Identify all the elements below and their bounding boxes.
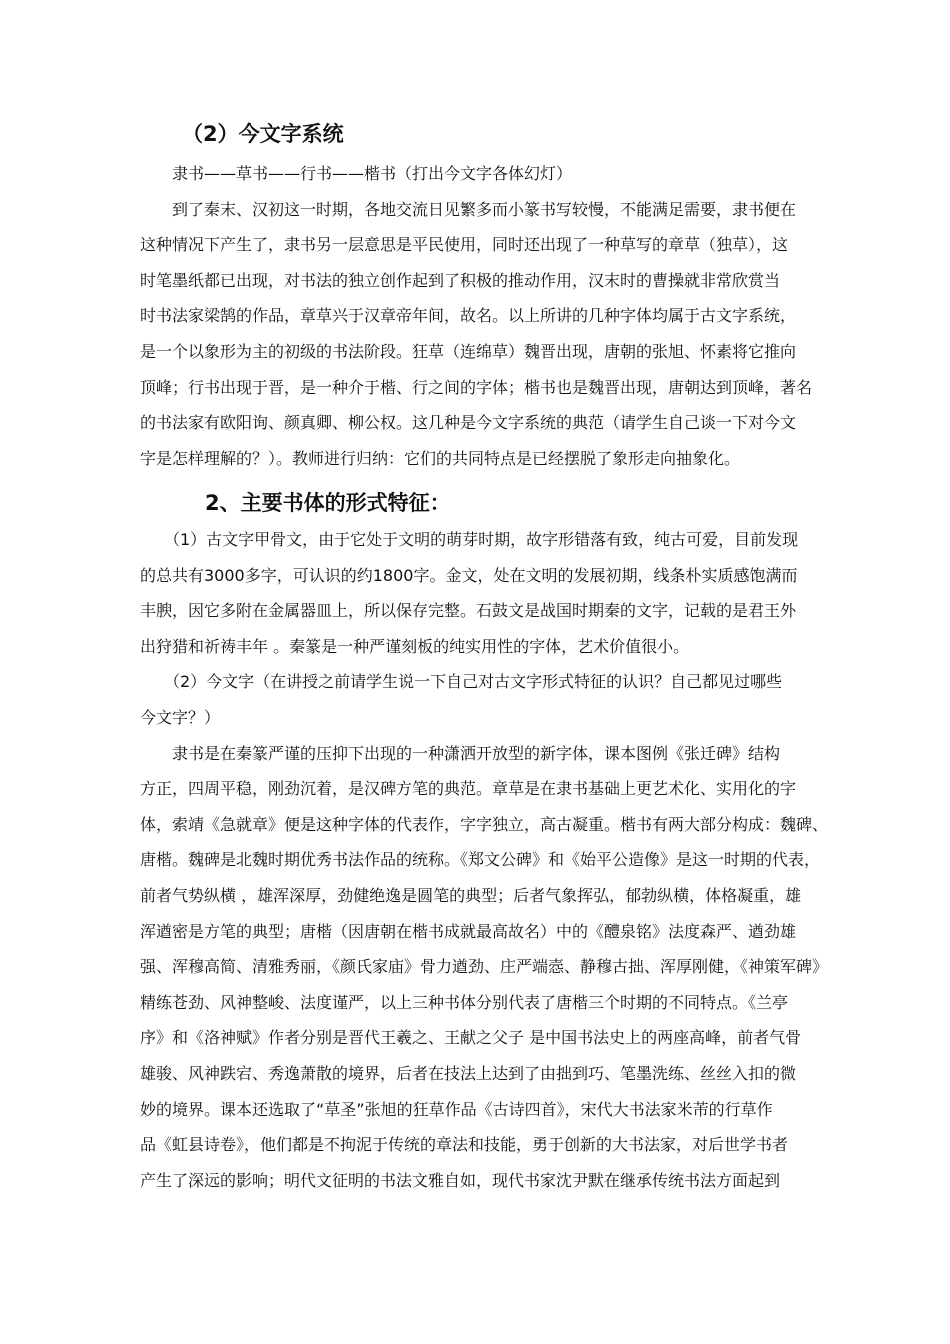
text-line: 出狩猎和祈祷丰年 。秦篆是一种严谨刻板的纯实用性的字体，艺术价值很小。 xyxy=(140,636,690,656)
text-line: 浑遒密是方笔的典型；唐楷（因唐朝在楷书成就最高故名）中的《醴泉铭》法度森严、遒劲雄 xyxy=(140,921,797,941)
main-body xyxy=(140,522,829,1198)
text-line: 时书法家梁鹄的作品，章草兴于汉章帝年间，故名。以上所讲的几种字体均属于古文字系统， xyxy=(140,306,797,326)
text-line: （2）今文字（在讲授之前请学生说一下自己对古文字形式特征的认识？自己都见过哪些 xyxy=(140,672,783,692)
text-line: 隶书是在秦篆严谨的压抑下出现的一种潇洒开放型的新字体，课本图例《张迁碑》结构 xyxy=(140,743,781,763)
text-line: 的总共有3000多字，可认识的约1800字。金文，处在文明的发展初期，线条朴实质感饱满而 xyxy=(140,565,798,585)
text-line: （1）古文字甲骨文，由于它处于文明的萌芽时期，故字形错落有致，纯古可爱，目前发现 xyxy=(140,530,799,549)
text-line: 隶书——草书——行书——楷书（打出今文字各体幻灯） xyxy=(140,164,573,183)
text-line: 产生了深远的影响；明代文征明的书法文雅自如，现代书家沈尹默在继承传统书法方面起到 xyxy=(140,1170,781,1190)
text-line: 品《虹县诗卷》，他们都是不拘泥于传统的章法和技能，勇于创新的大书法家，对后世学书者 xyxy=(140,1135,789,1155)
text-line: 方正，四周平稳，刚劲沉着，是汉碑方笔的典范。章草是在隶书基础上更艺术化、实用化的字 xyxy=(140,779,797,799)
text-line: 体，索靖《急就章》便是这种字体的代表作，字字独立，高古凝重。楷书有两大部分构成：魏碑、 xyxy=(140,814,829,834)
main-heading: 2、主要书体的形式特征： xyxy=(205,491,451,515)
text-line: 的书法家有欧阳询、颜真卿、柳公权。这几种是今文字系统的典范（请学生自己谈一下对今文 xyxy=(140,413,797,433)
text-line: 到了秦末、汉初这一时期，各地交流日见繁多而小篆书写较慢，不能满足需要，隶书便在 xyxy=(140,199,797,219)
text-line: 时笔墨纸都已出现，对书法的独立创作起到了积极的推动作用，汉末时的曹操就非常欣赏当 xyxy=(140,270,781,290)
text-line: 是一个以象形为主的初级的书法阶段。狂草（连绵草）魏晋出现，唐朝的张旭、怀素将它推向 xyxy=(140,341,797,361)
text-line: 今文字？） xyxy=(140,707,221,727)
text-line: 妙的境界。课本还选取了“草圣”张旭的狂草作品《古诗四首》，宋代大书法家米芾的行草作 xyxy=(140,1099,773,1119)
text-line: 唐楷。魏碑是北魏时期优秀书法作品的统称。《郑文公碑》和《始平公造像》是这一时期的代表， xyxy=(140,850,821,870)
text-line: 强、浑穆高简、清雅秀丽，《颜氏家庙》骨力遒劲、庄严端悫、静穆古拙、浑厚刚健，《神策军碑》 xyxy=(140,957,829,977)
section-heading: （2）今文字系统 xyxy=(182,122,344,146)
text-line: 这种情况下产生了，隶书另一层意思是平民使用，同时还出现了一种草写的章草（独草），这 xyxy=(140,235,789,255)
text-line: 精练苍劲、风神整峻、法度谨严，以上三种书体分别代表了唐楷三个时期的不同特点。《兰亭 xyxy=(140,992,789,1012)
section-body xyxy=(140,156,813,476)
text-line: 序》和《洛神赋》作者分别是晋代王羲之、王献之父子 是中国书法史上的两座高峰，前者气骨 xyxy=(140,1028,802,1048)
text-line: 丰腴，因它多附在金属器皿上，所以保存完整。石鼓文是战国时期秦的文字，记载的是君王外 xyxy=(140,601,797,621)
text-line: 前者气势纵横 ，雄浑深厚，劲健绝逸是圆笔的典型；后者气象挥弘，郁勃纵横，体格凝重，雄 xyxy=(140,885,802,905)
text-line: 雄骏、风神跌宕、秀逸萧散的境界，后者在技法上达到了由拙到巧、笔墨洗练、丝丝入扣的微 xyxy=(140,1063,797,1083)
text-line: 字是怎样理解的？）。教师进行归纳：它们的共同特点是已经摆脱了象形走向抽象化。 xyxy=(140,448,741,468)
text-line: 顶峰；行书出现于晋，是一种介于楷、行之间的字体；楷书也是魏晋出现，唐朝达到顶峰，著名 xyxy=(140,377,813,397)
